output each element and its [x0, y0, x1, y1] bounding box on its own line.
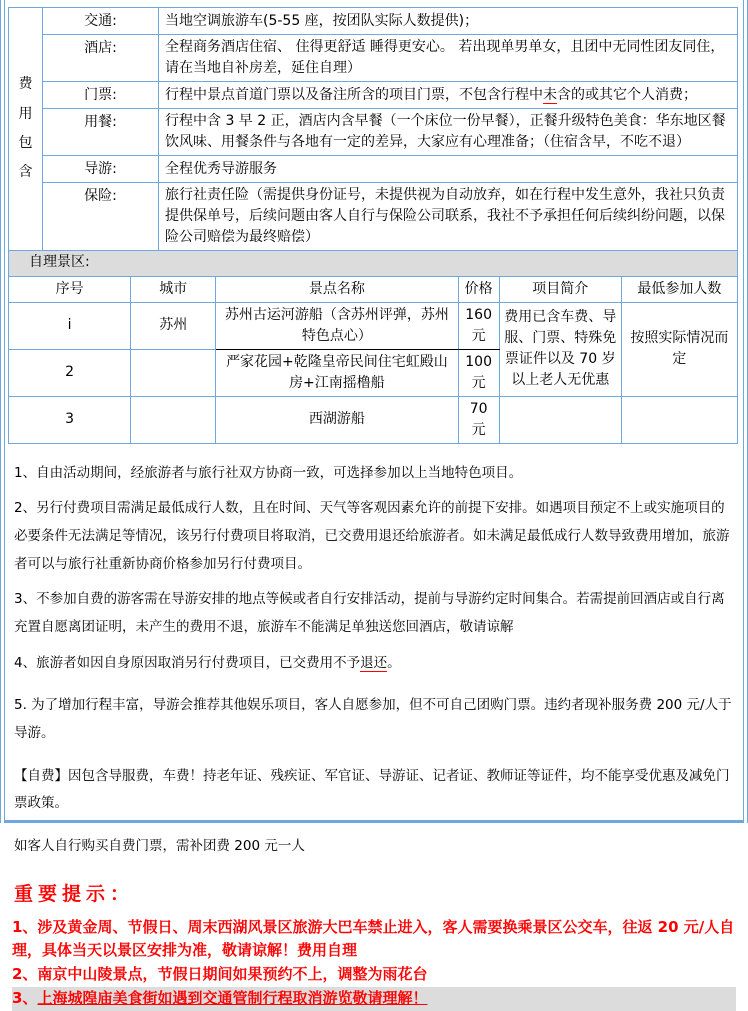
- cell-price: 70 元: [458, 396, 499, 443]
- cell-min-participants-empty: [621, 396, 737, 443]
- notes-section: [8, 444, 738, 861]
- fees-included-table: [8, 7, 738, 251]
- important-item-3-prefix: 3、: [12, 989, 38, 1008]
- column-header-min: 最低参加人数: [621, 276, 737, 302]
- fee-text-meals: 行程中含 3 早 2 正，酒店内含早餐（一个床位一份早餐），正餐升级特色美食：华东地区餐饮风味、用餐条件与各地有一定的差异，大家应有心理准备；（住宿含早，不吃不退）: [159, 109, 738, 156]
- important-notice-section: [8, 869, 738, 1011]
- cell-no: 2: [9, 349, 131, 396]
- note-1: 1、自由活动期间，经旅游者与旅行社双方协商一致，可选择参加以上当地特色项目。: [14, 464, 523, 481]
- fee-text-guide: 全程优秀导游服务: [159, 156, 738, 183]
- fee-label-insurance: 保险:: [43, 183, 159, 251]
- fee-label-meals: 用餐:: [43, 109, 159, 156]
- fee-text-tickets-part1: 行程中景点首道门票以及备注所含的项目门票，不包含行程中: [165, 86, 543, 103]
- important-item-2: 2、南京中山陵景点，节假日期间如果预约不上，调整为雨花台: [12, 965, 428, 984]
- fee-label-transport: 交通:: [43, 8, 159, 35]
- cell-attraction-name: 西湖游船: [216, 396, 458, 443]
- note-self-fee: 【自费】因包含导服费，车费！持老年证、残疾证、军官证、导游证、记者证、教师证等证件，均不能享受优惠及减免门票政策。: [14, 767, 730, 812]
- cell-city: [131, 349, 216, 396]
- attractions-header-row: [9, 276, 738, 302]
- cell-city: [131, 396, 216, 443]
- cell-city: 苏州: [131, 302, 216, 349]
- fees-vertical-header: [9, 8, 43, 251]
- fees-vertical-header-text: 费用包含: [18, 76, 33, 181]
- important-item-1: 1、涉及黄金周、节假日、周末西湖风景区旅游大巴车禁止进入，客人需要换乘景区公交车，往返 20 元/人自理，具体当天以景区安排为准，敬请谅解！费用自理: [12, 917, 735, 959]
- column-header-price: 价格: [458, 276, 499, 302]
- cell-attraction-name: 严家花园+乾隆皇帝民间住宅虹殿山房+江南摇橹船: [216, 349, 458, 396]
- table-row: [9, 82, 738, 109]
- table-row: [9, 8, 738, 35]
- self-pay-section-bar: 自理景区:: [8, 250, 738, 277]
- cell-no: i: [9, 302, 131, 349]
- table-row: [9, 109, 738, 156]
- fee-label-guide: 导游:: [43, 156, 159, 183]
- table-row: [9, 183, 738, 251]
- note-4-underlined: 退还: [360, 654, 388, 671]
- cell-price: 100 元: [458, 349, 499, 396]
- cell-no: 3: [9, 396, 131, 443]
- note-4: [14, 650, 734, 678]
- note-3: 3、不参加自费的游客需在导游安排的地点等候或者自行安排活动，提前与导游约定时间集合。若需提前回酒店或自行离充置自愿离团证明，未产生的费用不退，旅游车不能满足单独送您回酒店，敬请谅解: [14, 591, 725, 635]
- important-item-3: [12, 987, 736, 1010]
- attractions-table: [8, 276, 738, 444]
- fee-label-hotel: 酒店:: [43, 35, 159, 82]
- note-4-text: 4、旅游者如因自身原因取消另行付费项目，已交费用不予: [14, 654, 361, 671]
- table-row: [9, 302, 738, 349]
- table-row: [9, 35, 738, 82]
- column-header-name: 景点名称: [216, 276, 458, 302]
- fee-text-tickets: [159, 82, 738, 109]
- fee-text-transport: 当地空调旅游车(5-55 座，按团队实际人数提供)；: [159, 8, 738, 35]
- table-row: [9, 396, 738, 443]
- table-row: [9, 156, 738, 183]
- cell-price: 160 元: [458, 302, 499, 349]
- note-2: 2、另行付费项目需满足最低成行人数，且在时间、天气等客观因素允许的前提下安排。如遇项目预定不上或实施项目的必要条件无法满足等情况，该另行付费项目将取消，已交费用退还给旅游者。如未满足最低成行人数导致费用增加，旅游者可以与旅行社重新协商价格参加另行付费项目。: [14, 500, 730, 572]
- fee-text-tickets-part2: 含的或其它个人消费；: [557, 86, 697, 103]
- cell-attraction-name: 苏州古运河游船（含苏州评弹，苏州特色点心）: [216, 302, 458, 349]
- document-frame: [4, 0, 744, 1008]
- column-header-city: 城市: [131, 276, 216, 302]
- cell-intro-empty: [499, 396, 621, 443]
- column-header-no: 序号: [9, 276, 131, 302]
- note-extra-fee: 如客人自行购买自费门票，需补团费 200 元一人: [14, 837, 305, 854]
- fee-text-insurance: 旅行社责任险（需提供身份证号，未提供视为自动放弃，如在行程中发生意外，我社只负责提供保单号，后续问题由客人自行与保险公司联系，我社不予承担任何后续纠纷问题，以保险公司赔偿为最终赔偿）: [159, 183, 738, 251]
- cell-intro: 费用已含车费、导服、门票、特殊免票证件以及 70 岁以上老人无优惠: [499, 302, 621, 396]
- note-4-end: 。: [387, 654, 401, 671]
- fee-text-hotel: 全程商务酒店住宿、 住得更舒适 睡得更安心。 若出现单男单女，且团中无同性团友同住，请在当地自补房差，延住自理）: [159, 35, 738, 82]
- important-item-3-underlined: 上海城隍庙美食街如遇到交通管制行程取消游览敬请理解！: [37, 989, 428, 1008]
- cell-min-participants: 按照实际情况而定: [621, 302, 737, 396]
- fee-label-tickets: 门票:: [43, 82, 159, 109]
- column-header-intro: 项目简介: [499, 276, 621, 302]
- fee-text-tickets-underlined: 未: [543, 86, 557, 103]
- note-5: 5. 为了增加行程丰富，导游会推荐其他娱乐项目，客人自愿参加，但不可自己团购门票。违约者现补服务费 200 元/人于导游。: [14, 697, 732, 741]
- important-notice-title: 重要提示：: [14, 882, 135, 905]
